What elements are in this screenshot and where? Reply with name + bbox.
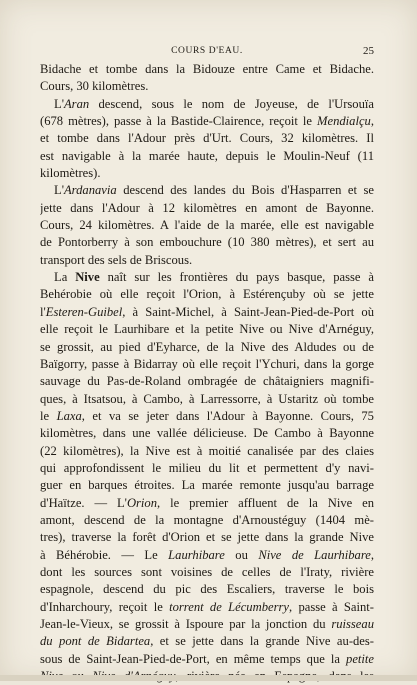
text-line: [40, 217, 374, 234]
text-run: Baïgorry, passe à Bidarray où elle reçoit l'Ychuri, dans la gorge: [40, 356, 374, 371]
text-run: ou: [224, 547, 259, 562]
text-line: [40, 234, 374, 251]
text-line: [40, 460, 374, 477]
text-run: (22 kilomètres), la Nive est à moitié canalisée par des claies: [40, 443, 374, 458]
italic-term: Nive de Laurhibare: [258, 547, 371, 562]
text-run: est navigable à la marée haute, depuis le Moulin-Neuf (11: [40, 148, 374, 163]
text-run: qui approfondissent le milieu du lit et permettent d'y navi-: [40, 460, 374, 475]
text-run: tres), traverse la forêt d'Orion et se jette dans la grande Nive: [40, 530, 374, 545]
text-line: [40, 616, 374, 633]
italic-term: Laxa: [56, 408, 82, 423]
text-line: [40, 425, 374, 442]
text-line: [40, 182, 374, 199]
text-run: , à Saint-Michel, à Saint-Jean-Pied-de-Port où: [122, 304, 374, 319]
text-run: amont, descend de la montagne d'Arnoustéguy (1404 mè-: [40, 512, 374, 527]
italic-term: ruisseau: [331, 617, 374, 631]
text-run: d'Inharchoury, reçoit le: [40, 599, 170, 614]
text-line: [40, 356, 374, 373]
text-line: [40, 130, 374, 147]
text-run: (678 mètres), passe à la Bastide-Clairence, reçoit le: [40, 114, 317, 129]
text-run: Bidache et tombe dans la Bidouze entre Came et Bidache.: [40, 62, 374, 76]
text-line: [40, 512, 374, 529]
text-line: [40, 529, 374, 546]
text-line: [40, 113, 374, 130]
italic-term: torrent de Lécumberry: [169, 599, 289, 614]
text-run: Behérobie où elle reçoit l'Orion, à Estérençuby où se jette: [40, 287, 374, 302]
text-run: descend des landes du Bois d'Hasparren et se: [116, 183, 374, 198]
text-run: naît sur les frontières du pays basque, passe à: [99, 270, 374, 285]
text-run: ,: [370, 547, 374, 562]
text-run: d'Haïtze. — L': [40, 495, 127, 510]
text-line: [40, 304, 374, 321]
text-line: [40, 651, 374, 668]
text-line: [40, 165, 374, 182]
text-run: Cours, 24 kilomètres. A l'aide de la marée, elle est navigable: [40, 218, 374, 233]
text-run: elle reçoit le Laurhibare et la petite Nive ou Nive d'Arnéguy,: [40, 322, 374, 337]
text-line: [40, 339, 374, 356]
text-line: [40, 200, 374, 217]
italic-term: du pont de Bidartea: [40, 634, 151, 649]
text-line: [40, 269, 374, 286]
text-run: de Pontorberry à son embouchure (10 380 mètres), et sert au: [40, 235, 374, 250]
text-line: [40, 96, 374, 113]
text-line: [40, 581, 374, 598]
italic-term: Orion: [126, 495, 158, 510]
text-run: Jean-le-Vieux, se grossit à Ispoure par la jonction du: [40, 617, 332, 631]
text-run: et tombe dans l'Adour près d'Urt. Cours, 32 kilomètres. Il: [40, 131, 374, 146]
text-line: [40, 373, 374, 390]
text-run: ,: [370, 114, 374, 129]
text-line: [40, 252, 374, 269]
text-run: , le premier affluent de la Nive en: [157, 495, 374, 510]
text-run: descend, sous le nom de Joyeuse, de l'Ursouïa: [89, 96, 374, 111]
text-line: [40, 547, 374, 564]
italic-term: Mendialçu: [316, 114, 371, 129]
text-run: , et se jette dans la grande Nive au-des-: [150, 634, 374, 649]
text-run: dont les sources sont voisines de celles de l'Iraty, rivière: [40, 564, 374, 579]
text-run: transport des sels de Briscous.: [40, 252, 193, 267]
text-run: ques, à Itsatsou, à Cambo, à Larressorre, à Ustaritz où tombe: [40, 391, 374, 406]
body-text: [40, 61, 374, 685]
page-edge: [0, 675, 417, 681]
text-line: [40, 78, 374, 95]
text-run: guer en barques étroites. La marée remonte jusqu'au barrage: [40, 478, 374, 493]
text-run: kilomètres).: [40, 166, 101, 181]
text-run: sous de Saint-Jean-Pied-de-Port, en même temps que la: [40, 651, 347, 666]
italic-term: Ardanavia: [63, 183, 117, 198]
text-run: Cours, 30 kilomètres.: [40, 79, 149, 94]
italic-term: petite: [346, 651, 374, 666]
text-line: [40, 495, 374, 512]
text-run: jette dans l'Adour à 12 kilomètres en amont de Bayonne.: [40, 200, 374, 215]
text-run: le: [40, 408, 57, 423]
text-line: [40, 391, 374, 408]
text-line: [40, 443, 374, 460]
text-run: , passe à Saint-: [288, 599, 374, 614]
page-header: [40, 46, 374, 60]
text-line: [40, 599, 374, 616]
text-line: [40, 61, 374, 78]
italic-term: Laurhibare: [168, 547, 225, 562]
text-line: [40, 408, 374, 425]
running-title: COURS D'EAU.: [171, 46, 243, 56]
text-line: [40, 148, 374, 165]
text-run: kilomètres, dans une vallée délicieuse. De Cambo à Bayonne: [40, 426, 374, 441]
bold-term: Nive: [75, 270, 100, 285]
text-run: espagnole, descend du pic des Escaliers, traverse le bois: [40, 582, 374, 597]
text-run: l': [40, 304, 46, 319]
text-run: se grossit, au pied d'Eyharce, de la Nive des Aldudes ou de: [40, 339, 374, 354]
text-run: L': [54, 96, 64, 111]
text-line: [40, 633, 374, 650]
text-line: [40, 321, 374, 338]
text-run: à Béhérobie. — Le: [40, 547, 169, 562]
text-run: La: [54, 270, 76, 285]
text-run: L': [54, 183, 64, 198]
text-line: [40, 477, 374, 494]
text-run: , et va se jeter dans l'Adour à Bayonne. Cours, 75: [81, 408, 374, 423]
text-line: [40, 286, 374, 303]
italic-term: Esteren-Guibel: [45, 304, 123, 319]
text-line: [40, 564, 374, 581]
text-run: sauvage du Pas-de-Roland ombragée de châtaigniers magnifi-: [40, 374, 374, 389]
page-number: 25: [363, 45, 374, 57]
italic-term: Aran: [63, 96, 90, 111]
